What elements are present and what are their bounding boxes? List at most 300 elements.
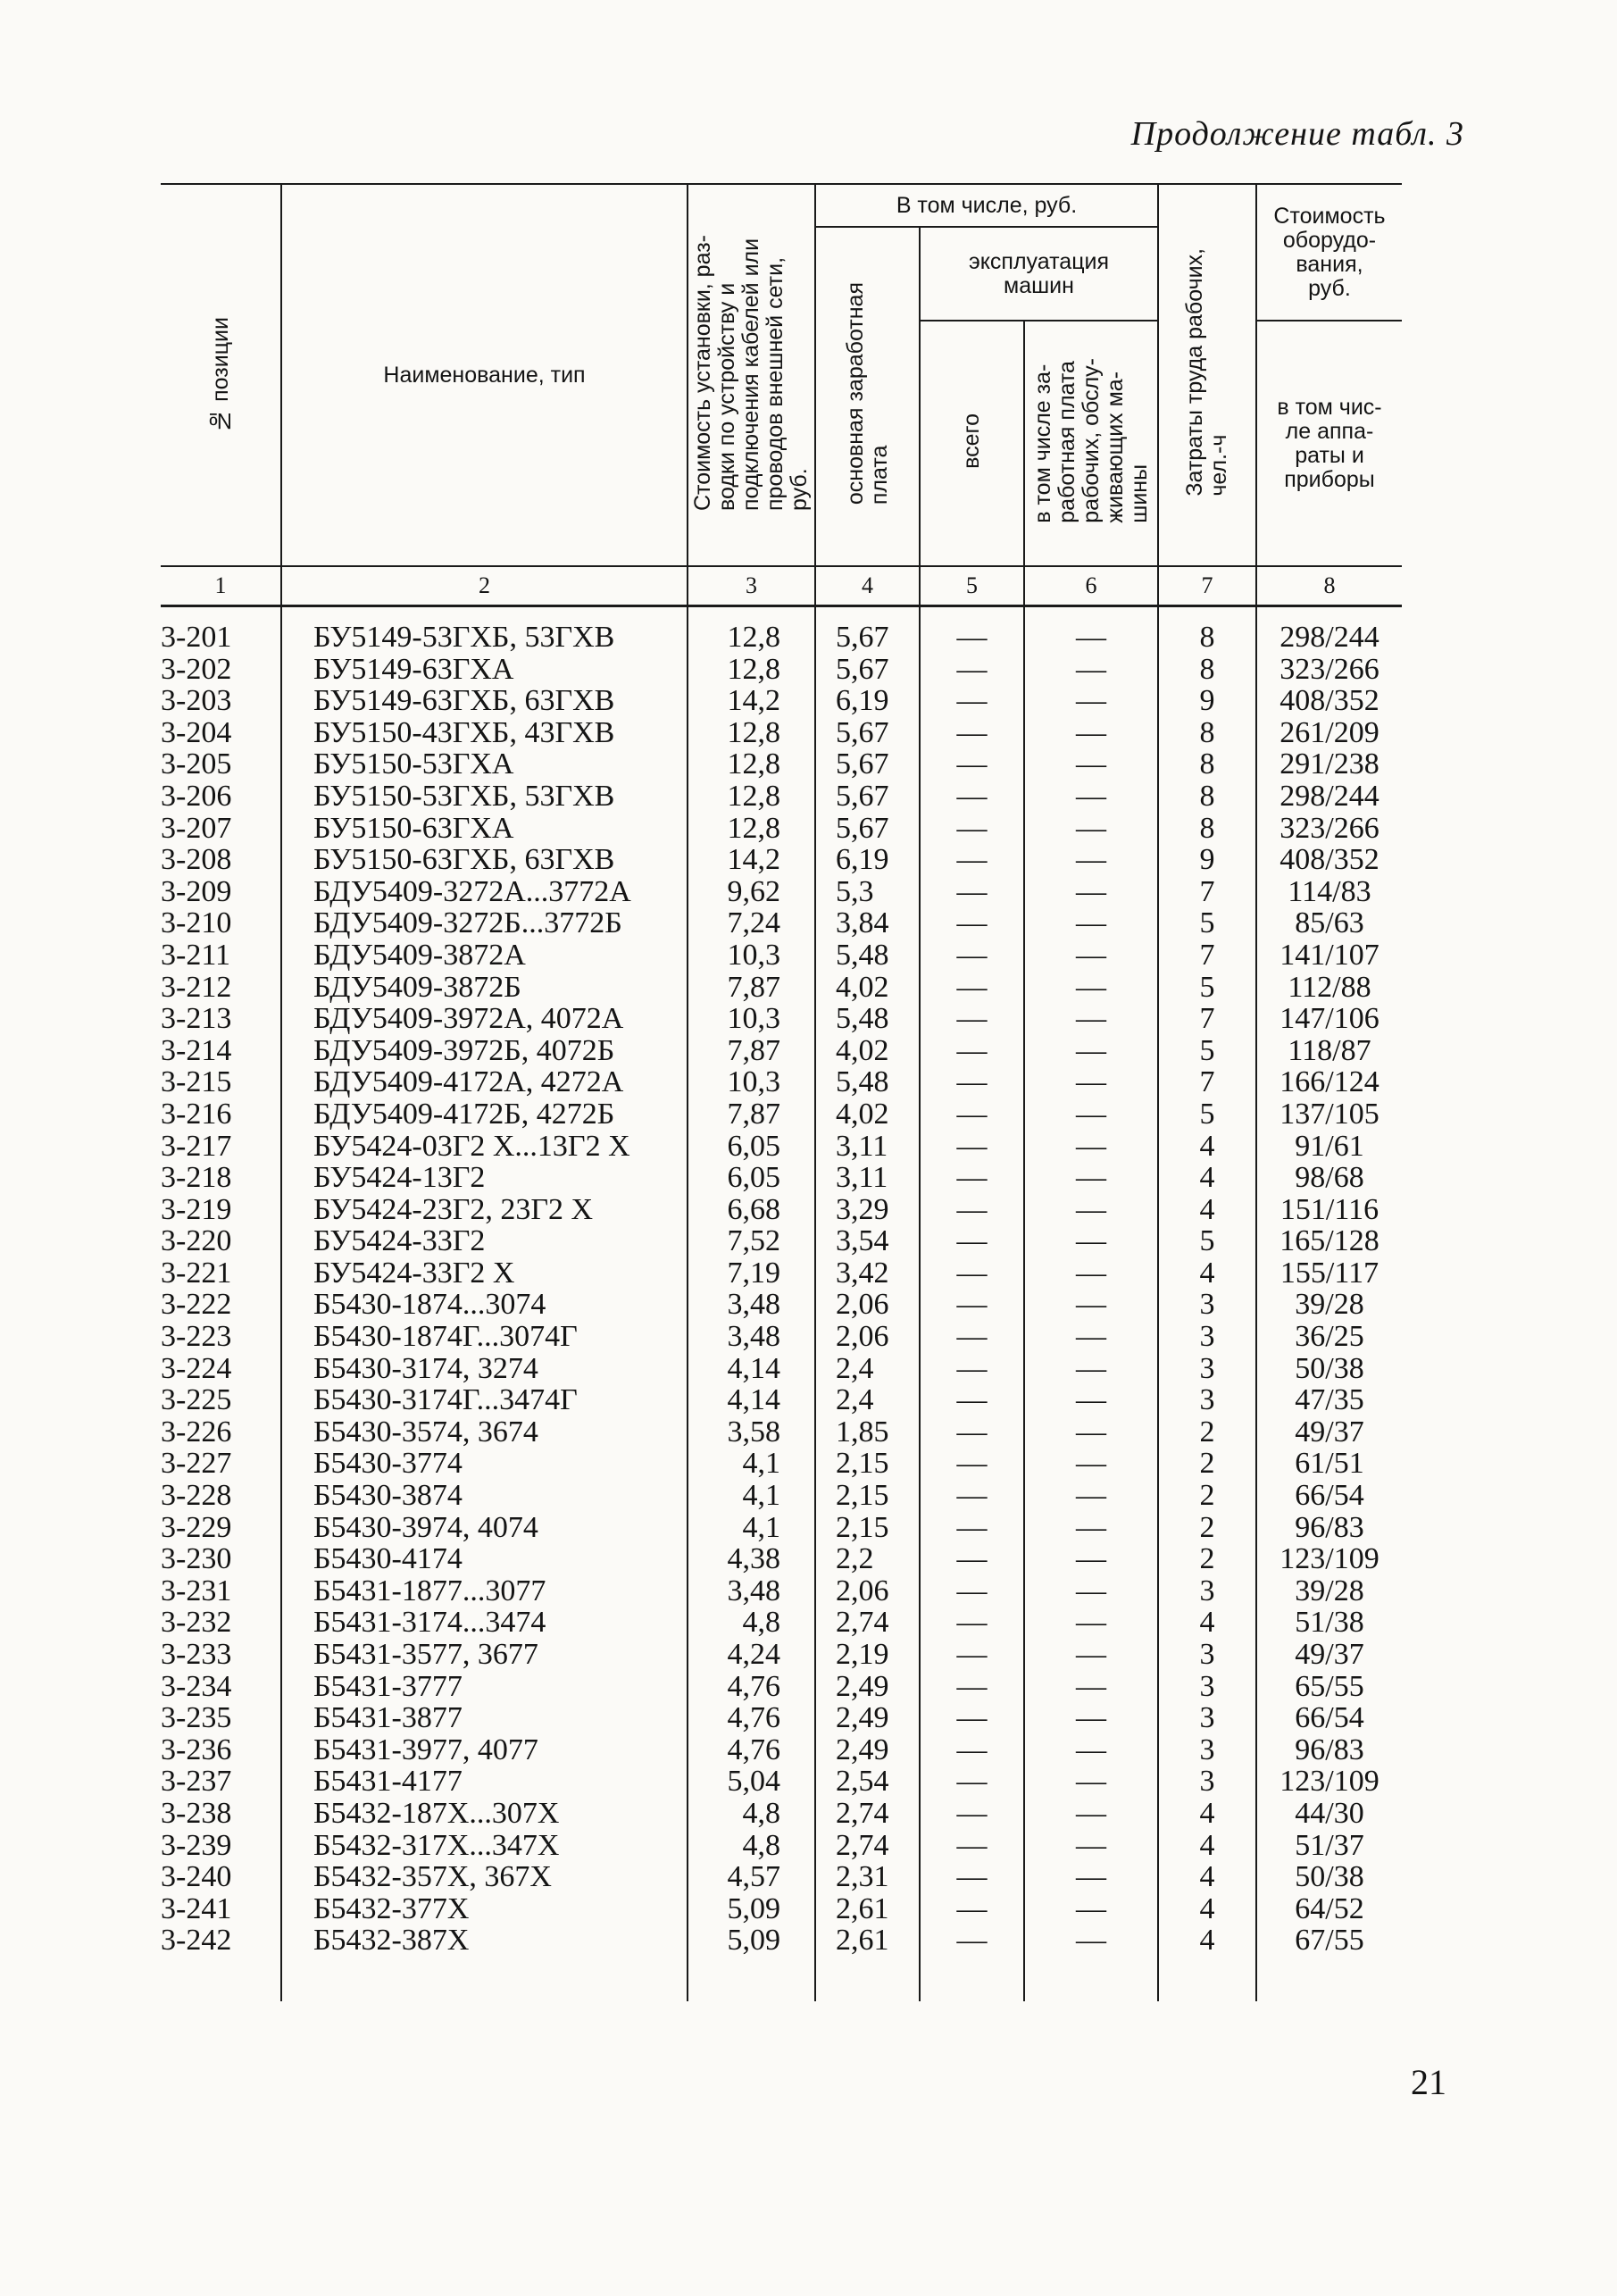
cell-machine-wage: —: [1024, 813, 1158, 845]
cell-install-cost: 4,24: [688, 1639, 815, 1671]
cell-equipment-cost: 47/35: [1256, 1384, 1402, 1416]
table-row: [161, 1702, 1402, 1734]
cell-labor: 2: [1158, 1448, 1256, 1480]
cell-labor: 3: [1158, 1734, 1256, 1766]
cell-base-wage: 2,49: [815, 1734, 920, 1766]
cell-machine-wage: —: [1024, 939, 1158, 972]
cell-machine-wage: —: [1024, 1575, 1158, 1607]
cell-machine-total: —: [920, 1098, 1024, 1131]
column-number: 5: [920, 566, 1024, 606]
cell-name: БДУ5409-3872Б: [281, 972, 688, 1004]
cell-labor: 4: [1158, 1257, 1256, 1290]
cell-machine-wage: —: [1024, 606, 1158, 654]
cell-install-cost: 4,14: [688, 1384, 815, 1416]
cell-position: 3-241: [161, 1893, 281, 1925]
header-name: Наименование, тип: [281, 184, 688, 566]
cell-equipment-cost: 166/124: [1256, 1066, 1402, 1098]
table-row: [161, 939, 1402, 972]
table-row: [161, 1543, 1402, 1575]
cell-base-wage: 2,4: [815, 1353, 920, 1385]
cell-machine-total: —: [920, 1131, 1024, 1163]
cell-labor: 3: [1158, 1766, 1256, 1798]
cell-machine-total: —: [920, 1639, 1024, 1671]
cell-base-wage: 6,19: [815, 844, 920, 876]
header-install-cost: Стоимость установки, раз- водки по устройству и подключения кабелей или проводов внешней сети, руб.: [688, 184, 815, 566]
cell-labor: 5: [1158, 1098, 1256, 1131]
cell-machine-wage: —: [1024, 1671, 1158, 1703]
cell-machine-total: —: [920, 1830, 1024, 1862]
cell-position: 3-216: [161, 1098, 281, 1131]
cell-name: Б5431-3577, 3677: [281, 1639, 688, 1671]
cell-machine-wage: —: [1024, 1353, 1158, 1385]
cell-name: Б5430-1874Г...3074Г: [281, 1321, 688, 1353]
table-row: [161, 1416, 1402, 1449]
cell-install-cost: 7,87: [688, 972, 815, 1004]
cell-machine-wage: —: [1024, 1512, 1158, 1544]
cell-labor: 4: [1158, 1131, 1256, 1163]
cell-position: 3-232: [161, 1607, 281, 1639]
cell-install-cost: 3,48: [688, 1289, 815, 1321]
cell-machine-total: —: [920, 654, 1024, 686]
cell-base-wage: 2,4: [815, 1384, 920, 1416]
cell-labor: 2: [1158, 1480, 1256, 1512]
cell-position: 3-211: [161, 939, 281, 972]
cell-machine-wage: —: [1024, 1416, 1158, 1449]
cell-labor: 9: [1158, 844, 1256, 876]
cell-equipment-cost: 49/37: [1256, 1416, 1402, 1449]
cell-base-wage: 5,3: [815, 876, 920, 908]
cell-install-cost: 12,8: [688, 781, 815, 813]
cell-machine-wage: —: [1024, 907, 1158, 939]
cell-machine-wage: —: [1024, 1003, 1158, 1035]
table-row: [161, 1448, 1402, 1480]
cell-equipment-cost: 96/83: [1256, 1512, 1402, 1544]
table-row: [161, 1353, 1402, 1385]
cell-position: 3-201: [161, 606, 281, 654]
cell-machine-wage: —: [1024, 1480, 1158, 1512]
cell-machine-wage: —: [1024, 1766, 1158, 1798]
table-row: [161, 1671, 1402, 1703]
cell-position: 3-221: [161, 1257, 281, 1290]
header-total: всего: [920, 321, 1024, 566]
table-row: [161, 876, 1402, 908]
cell-base-wage: 3,42: [815, 1257, 920, 1290]
cell-equipment-cost: 147/106: [1256, 1003, 1402, 1035]
cell-machine-total: —: [920, 1893, 1024, 1925]
cell-position: 3-227: [161, 1448, 281, 1480]
column-number: 8: [1256, 566, 1402, 606]
header-including-group: В том числе, руб.: [815, 184, 1158, 227]
cell-equipment-cost: 155/117: [1256, 1257, 1402, 1290]
header-including-devices: в том чис- ле аппа- раты и приборы: [1256, 321, 1402, 566]
cell-name: Б5432-387Х: [281, 1924, 688, 2001]
cell-equipment-cost: 298/244: [1256, 781, 1402, 813]
cell-machine-total: —: [920, 1575, 1024, 1607]
cell-base-wage: 2,74: [815, 1798, 920, 1830]
cell-position: 3-237: [161, 1766, 281, 1798]
table-row: [161, 1066, 1402, 1098]
cell-machine-total: —: [920, 813, 1024, 845]
cell-base-wage: 2,74: [815, 1607, 920, 1639]
table-row: [161, 1734, 1402, 1766]
cell-labor: 5: [1158, 972, 1256, 1004]
cell-labor: 3: [1158, 1321, 1256, 1353]
table-header: [161, 184, 1402, 606]
cell-position: 3-217: [161, 1131, 281, 1163]
cell-machine-wage: —: [1024, 1448, 1158, 1480]
cell-name: Б5430-4174: [281, 1543, 688, 1575]
cell-install-cost: 12,8: [688, 748, 815, 781]
cell-machine-total: —: [920, 1702, 1024, 1734]
cell-machine-wage: —: [1024, 1639, 1158, 1671]
cell-labor: 2: [1158, 1512, 1256, 1544]
table-row: [161, 1098, 1402, 1131]
table-row: [161, 813, 1402, 845]
cell-install-cost: 5,04: [688, 1766, 815, 1798]
cell-install-cost: 4,1: [688, 1480, 815, 1512]
cell-install-cost: 3,58: [688, 1416, 815, 1449]
cell-labor: 4: [1158, 1798, 1256, 1830]
cell-machine-wage: —: [1024, 1098, 1158, 1131]
cell-labor: 3: [1158, 1353, 1256, 1385]
cell-base-wage: 2,31: [815, 1861, 920, 1893]
cell-base-wage: 2,61: [815, 1893, 920, 1925]
cell-install-cost: 7,87: [688, 1035, 815, 1067]
cell-labor: 3: [1158, 1671, 1256, 1703]
cell-position: 3-228: [161, 1480, 281, 1512]
cell-position: 3-242: [161, 1924, 281, 2001]
cell-base-wage: 2,06: [815, 1575, 920, 1607]
cell-equipment-cost: 96/83: [1256, 1734, 1402, 1766]
cell-install-cost: 4,76: [688, 1671, 815, 1703]
cell-position: 3-231: [161, 1575, 281, 1607]
cell-machine-total: —: [920, 1480, 1024, 1512]
table-row: [161, 1194, 1402, 1226]
cell-machine-total: —: [920, 685, 1024, 717]
table-row: [161, 748, 1402, 781]
cell-machine-wage: —: [1024, 1702, 1158, 1734]
cell-base-wage: 5,48: [815, 1066, 920, 1098]
cell-name: Б5430-3174, 3274: [281, 1353, 688, 1385]
cell-position: 3-226: [161, 1416, 281, 1449]
cell-machine-total: —: [920, 1798, 1024, 1830]
cell-equipment-cost: 51/38: [1256, 1607, 1402, 1639]
cell-position: 3-214: [161, 1035, 281, 1067]
cell-base-wage: 2,61: [815, 1924, 920, 2001]
cell-install-cost: 4,8: [688, 1830, 815, 1862]
table-row: [161, 972, 1402, 1004]
cell-position: 3-204: [161, 717, 281, 749]
cell-name: БУ5149-63ГХБ, 63ГХВ: [281, 685, 688, 717]
table-row: [161, 1766, 1402, 1798]
cell-machine-wage: —: [1024, 1861, 1158, 1893]
table-row: [161, 1162, 1402, 1194]
cell-position: 3-209: [161, 876, 281, 908]
cell-machine-total: —: [920, 844, 1024, 876]
cell-labor: 3: [1158, 1289, 1256, 1321]
cell-machine-wage: —: [1024, 1607, 1158, 1639]
cell-machine-wage: —: [1024, 1734, 1158, 1766]
cell-machine-total: —: [920, 876, 1024, 908]
cell-equipment-cost: 66/54: [1256, 1702, 1402, 1734]
cell-labor: 8: [1158, 748, 1256, 781]
cell-base-wage: 5,67: [815, 781, 920, 813]
table-row: [161, 1480, 1402, 1512]
cell-name: Б5431-3877: [281, 1702, 688, 1734]
cell-install-cost: 3,48: [688, 1321, 815, 1353]
cell-install-cost: 5,09: [688, 1893, 815, 1925]
table-row: [161, 1607, 1402, 1639]
cell-base-wage: 3,11: [815, 1131, 920, 1163]
cell-machine-total: —: [920, 1162, 1024, 1194]
cell-name: Б5430-3774: [281, 1448, 688, 1480]
cell-machine-total: —: [920, 1353, 1024, 1385]
table-row: [161, 1035, 1402, 1067]
cell-labor: 8: [1158, 606, 1256, 654]
cell-name: БДУ5409-3272Б...3772Б: [281, 907, 688, 939]
cell-position: 3-233: [161, 1639, 281, 1671]
cell-position: 3-202: [161, 654, 281, 686]
cell-install-cost: 6,68: [688, 1194, 815, 1226]
cell-base-wage: 2,19: [815, 1639, 920, 1671]
cell-position: 3-222: [161, 1289, 281, 1321]
cell-position: 3-225: [161, 1384, 281, 1416]
cell-equipment-cost: 61/51: [1256, 1448, 1402, 1480]
cell-install-cost: 5,09: [688, 1924, 815, 2001]
cell-position: 3-238: [161, 1798, 281, 1830]
cell-install-cost: 14,2: [688, 685, 815, 717]
cell-name: БДУ5409-3272А...3772А: [281, 876, 688, 908]
column-number: 2: [281, 566, 688, 606]
cell-base-wage: 5,48: [815, 939, 920, 972]
cell-install-cost: 9,62: [688, 876, 815, 908]
cell-name: Б5430-3574, 3674: [281, 1416, 688, 1449]
cell-base-wage: 2,74: [815, 1830, 920, 1862]
cell-name: Б5431-3174...3474: [281, 1607, 688, 1639]
cell-name: Б5431-4177: [281, 1766, 688, 1798]
cell-position: 3-219: [161, 1194, 281, 1226]
cell-equipment-cost: 323/266: [1256, 813, 1402, 845]
cell-position: 3-223: [161, 1321, 281, 1353]
cell-name: БУ5150-63ГХА: [281, 813, 688, 845]
cell-machine-wage: —: [1024, 654, 1158, 686]
cell-name: Б5431-3977, 4077: [281, 1734, 688, 1766]
table-row: [161, 1257, 1402, 1290]
cell-position: 3-207: [161, 813, 281, 845]
cell-install-cost: 4,14: [688, 1353, 815, 1385]
cell-machine-wage: —: [1024, 1194, 1158, 1226]
cell-labor: 3: [1158, 1702, 1256, 1734]
cell-machine-total: —: [920, 1289, 1024, 1321]
cell-machine-total: —: [920, 1066, 1024, 1098]
cell-base-wage: 5,48: [815, 1003, 920, 1035]
cell-equipment-cost: 67/55: [1256, 1924, 1402, 2001]
cell-equipment-cost: 66/54: [1256, 1480, 1402, 1512]
cell-equipment-cost: 65/55: [1256, 1671, 1402, 1703]
cell-name: БУ5424-23Г2, 23Г2 Х: [281, 1194, 688, 1226]
cell-machine-wage: —: [1024, 1035, 1158, 1067]
table-row: [161, 1512, 1402, 1544]
cell-install-cost: 7,87: [688, 1098, 815, 1131]
cell-name: Б5432-377Х: [281, 1893, 688, 1925]
cell-install-cost: 12,8: [688, 606, 815, 654]
cell-equipment-cost: 151/116: [1256, 1194, 1402, 1226]
table-row: [161, 1003, 1402, 1035]
cell-base-wage: 5,67: [815, 717, 920, 749]
header-machine-operation: эксплуатация машин: [920, 227, 1158, 321]
cell-install-cost: 4,76: [688, 1702, 815, 1734]
header-base-wage: основная заработная плата: [815, 227, 920, 566]
table-row: [161, 654, 1402, 686]
column-number: 4: [815, 566, 920, 606]
cell-labor: 5: [1158, 907, 1256, 939]
cell-name: Б5430-1874...3074: [281, 1289, 688, 1321]
cell-base-wage: 2,06: [815, 1289, 920, 1321]
table-row: [161, 606, 1402, 654]
cell-equipment-cost: 408/352: [1256, 844, 1402, 876]
cell-position: 3-212: [161, 972, 281, 1004]
cell-machine-total: —: [920, 1448, 1024, 1480]
cell-install-cost: 4,76: [688, 1734, 815, 1766]
cell-position: 3-215: [161, 1066, 281, 1098]
cell-name: БУ5424-03Г2 Х...13Г2 Х: [281, 1131, 688, 1163]
cell-name: БДУ5409-3972Б, 4072Б: [281, 1035, 688, 1067]
cell-install-cost: 6,05: [688, 1162, 815, 1194]
cell-machine-total: —: [920, 907, 1024, 939]
cell-labor: 7: [1158, 1003, 1256, 1035]
cell-install-cost: 12,8: [688, 654, 815, 686]
cost-table: [161, 183, 1402, 2001]
cell-base-wage: 2,54: [815, 1766, 920, 1798]
cell-equipment-cost: 98/68: [1256, 1162, 1402, 1194]
cell-name: БДУ5409-4172А, 4272А: [281, 1066, 688, 1098]
cell-machine-wage: —: [1024, 685, 1158, 717]
table-row: [161, 844, 1402, 876]
table-row: [161, 1384, 1402, 1416]
cell-equipment-cost: 91/61: [1256, 1131, 1402, 1163]
cell-base-wage: 2,06: [815, 1321, 920, 1353]
cell-install-cost: 10,3: [688, 1003, 815, 1035]
table-row: [161, 1830, 1402, 1862]
cell-labor: 4: [1158, 1861, 1256, 1893]
cell-position: 3-208: [161, 844, 281, 876]
cell-name: БУ5150-53ГХА: [281, 748, 688, 781]
cell-install-cost: 7,24: [688, 907, 815, 939]
cell-name: БУ5149-63ГХА: [281, 654, 688, 686]
cell-labor: 4: [1158, 1162, 1256, 1194]
cell-machine-total: —: [920, 1512, 1024, 1544]
cell-machine-wage: —: [1024, 748, 1158, 781]
cell-labor: 3: [1158, 1575, 1256, 1607]
header-including-wage: в том числе за- работная плата рабочих, обслу- живающих ма- шины: [1024, 321, 1158, 566]
cell-machine-total: —: [920, 1671, 1024, 1703]
cell-machine-total: —: [920, 1257, 1024, 1290]
cell-equipment-cost: 291/238: [1256, 748, 1402, 781]
cell-equipment-cost: 408/352: [1256, 685, 1402, 717]
cell-position: 3-236: [161, 1734, 281, 1766]
table-caption: Продолжение табл. 3: [1130, 115, 1464, 153]
cell-name: Б5430-3174Г...3474Г: [281, 1384, 688, 1416]
cell-base-wage: 4,02: [815, 1098, 920, 1131]
cell-machine-total: —: [920, 1035, 1024, 1067]
cell-base-wage: 4,02: [815, 972, 920, 1004]
cell-install-cost: 4,8: [688, 1798, 815, 1830]
cell-equipment-cost: 123/109: [1256, 1766, 1402, 1798]
cell-base-wage: 1,85: [815, 1416, 920, 1449]
cell-name: Б5430-3974, 4074: [281, 1512, 688, 1544]
cell-labor: 8: [1158, 654, 1256, 686]
cell-name: Б5432-357Х, 367Х: [281, 1861, 688, 1893]
cell-position: 3-234: [161, 1671, 281, 1703]
cell-labor: 2: [1158, 1416, 1256, 1449]
header-labor: Затраты труда рабочих, чел.-ч: [1158, 184, 1256, 566]
cell-position: 3-218: [161, 1162, 281, 1194]
cell-machine-wage: —: [1024, 1830, 1158, 1862]
cell-install-cost: 6,05: [688, 1131, 815, 1163]
cell-machine-wage: —: [1024, 1543, 1158, 1575]
cell-base-wage: 2,2: [815, 1543, 920, 1575]
cell-machine-wage: —: [1024, 1798, 1158, 1830]
cell-base-wage: 2,15: [815, 1480, 920, 1512]
column-number: 6: [1024, 566, 1158, 606]
cell-install-cost: 3,48: [688, 1575, 815, 1607]
cell-labor: 5: [1158, 1035, 1256, 1067]
cell-base-wage: 4,02: [815, 1035, 920, 1067]
cell-machine-total: —: [920, 939, 1024, 972]
cell-equipment-cost: 114/83: [1256, 876, 1402, 908]
cell-labor: 4: [1158, 1924, 1256, 2001]
cell-machine-total: —: [920, 1543, 1024, 1575]
cell-machine-total: —: [920, 748, 1024, 781]
cell-machine-wage: —: [1024, 1321, 1158, 1353]
cell-equipment-cost: 36/25: [1256, 1321, 1402, 1353]
cell-machine-wage: —: [1024, 781, 1158, 813]
cell-name: БУ5150-53ГХБ, 53ГХВ: [281, 781, 688, 813]
cell-base-wage: 5,67: [815, 606, 920, 654]
cell-base-wage: 5,67: [815, 813, 920, 845]
cell-machine-wage: —: [1024, 1893, 1158, 1925]
cell-equipment-cost: 112/88: [1256, 972, 1402, 1004]
table-row: [161, 1924, 1402, 2001]
cell-equipment-cost: 261/209: [1256, 717, 1402, 749]
cell-position: 3-229: [161, 1512, 281, 1544]
cell-equipment-cost: 85/63: [1256, 907, 1402, 939]
cell-machine-wage: —: [1024, 876, 1158, 908]
cell-labor: 8: [1158, 813, 1256, 845]
cell-machine-total: —: [920, 972, 1024, 1004]
cell-machine-total: —: [920, 1734, 1024, 1766]
cell-labor: 3: [1158, 1384, 1256, 1416]
cell-machine-wage: —: [1024, 1066, 1158, 1098]
cell-labor: 2: [1158, 1543, 1256, 1575]
cell-machine-total: —: [920, 1861, 1024, 1893]
cell-equipment-cost: 44/30: [1256, 1798, 1402, 1830]
cell-labor: 4: [1158, 1893, 1256, 1925]
cell-equipment-cost: 51/37: [1256, 1830, 1402, 1862]
cell-name: БУ5424-33Г2: [281, 1225, 688, 1257]
cell-position: 3-205: [161, 748, 281, 781]
table-row: [161, 1893, 1402, 1925]
column-number: 7: [1158, 566, 1256, 606]
cell-install-cost: 10,3: [688, 939, 815, 972]
cell-install-cost: 12,8: [688, 717, 815, 749]
cell-machine-wage: —: [1024, 1131, 1158, 1163]
cell-equipment-cost: 50/38: [1256, 1353, 1402, 1385]
cell-name: БУ5150-63ГХБ, 63ГХВ: [281, 844, 688, 876]
table-row: [161, 1575, 1402, 1607]
cell-machine-total: —: [920, 1225, 1024, 1257]
table-body: [161, 606, 1402, 2001]
